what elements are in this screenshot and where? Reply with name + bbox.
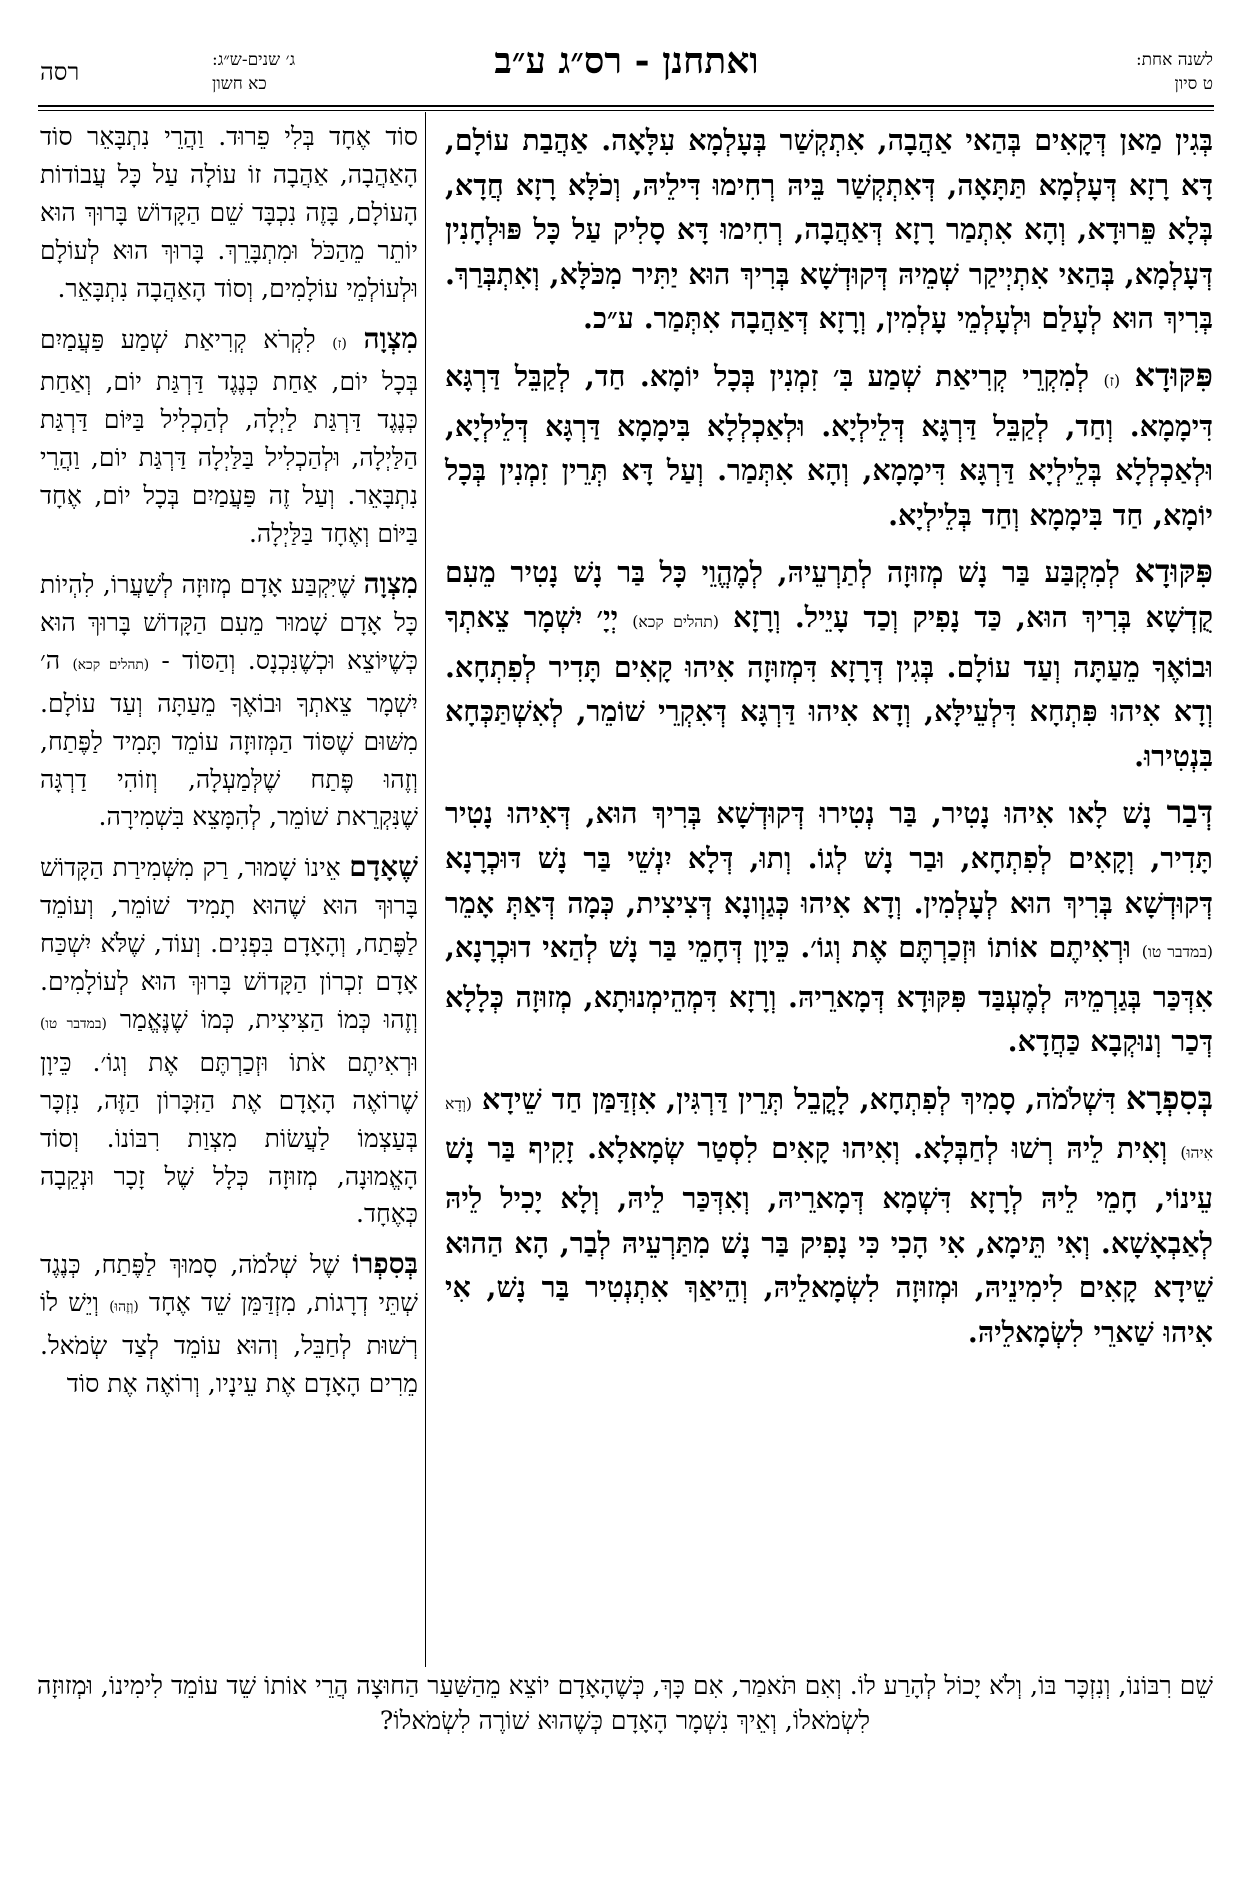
side-paragraph-2	[40, 320, 418, 553]
main-paragraph-2-note: (ז)	[1103, 370, 1121, 390]
main-paragraph-4-opener: דְּבַר	[1166, 793, 1213, 832]
main-paragraph-1-text: בְּגִין מַאן דְּקָאִים בְּהַאי אַהֲבָה, אִתְקְשַׁר בְּעָלְמָא עִלָּאָה. אַהֲבַת עוֹלָם, דָּא רָזָא דְּעָלְמָא תַּתָּאָה, דְּאִתְקְשַׁר בֵּיהּ רְחִימוּ דִּילֵיהּ, וְכֹלָּא רָזָא חֲדָא, בְּלָא פֵּרוּדָא, וְהָא אִתְמַר רָזָא דְּאַהֲבָה, רְחִימוּ דָּא סָלִיק עַל כָּל פּוּלְחָנִין דְּעָלְמָא, בְּהַאי אִתְיְיקַר שְׁמֵיהּ דְּקוּדְשָׁא בְּרִיךְ הוּא יַתִּיר מִכֹּלָּא, וְאִתְבְּרַךְ. בְּרִיךְ הוּא לְעָלַם וּלְעָלְמֵי עָלְמִין, וְרָזָא דְּאַהֲבָה אִתְּמַר. ע״כ.	[445, 123, 1213, 336]
side-paragraph-4-text-b: וּרְאִיתֶם אֹתוֹ וּזְכַרְתֶּם אֶת וְגוֹ׳. כֵּיוָן שֶׁרוֹאֶה הָאָדָם אֶת הַזִּכָּרוֹן הַזֶּה, נִזְכָּר בְּעַצְמוֹ לַעֲשׂוֹת מִצְוַת רִבּוֹנוֹ. וְסוֹד הָאֱמוּנָה, מְזוּזָה כְּלָל שֶׁל זָכָר וּנְקֵבָה כְּאֶחָד.	[40, 1047, 418, 1229]
column-divider	[425, 112, 426, 1667]
main-paragraph-3-note: (תהלים קכא)	[632, 611, 719, 631]
main-text-column	[445, 118, 1213, 1366]
side-paragraph-3-text-b: ה׳ יִשְׁמָר צֵאתְךָ וּבוֹאֶךָ מֵעַתָּה וְעַד עוֹלָם. מִשּׁוּם שֶׁסּוֹד הַמְּזוּזָה עוֹמֵד תָּמִיד לַפֶּתַח, וְזֶהוּ פֶּתַח שֶׁלְּמַעְלָה, וְזוֹהִי דַרְגָּה שֶׁנִּקְרֵאת שׁוֹמֵר, לְהִמָּצֵא בִּשְׁמִירָה.	[40, 645, 418, 832]
page-title: ואתחנן - רס״ג ע״ב	[494, 40, 759, 82]
main-paragraph-5	[445, 1076, 1213, 1355]
main-paragraph-1	[445, 118, 1213, 341]
main-paragraph-4-note: (במדבר טו)	[1141, 942, 1213, 962]
side-paragraph-3-note: (תהלים קכא)	[72, 656, 150, 673]
main-paragraph-2-text: לְמִקְרֵי קְרִיאַת שְׁמַע בִּ׳ זִמְנִין בְּכָל יוֹמָא. חַד, לְקַבֵּל דַּרְגָּא דִּימָמָא. וְחַד, לְקַבֵּל דַּרְגָּא דְּלֵילְיָא. וּלְאַכְלְלָא בִּימָמָא דַּרְגָּא דְּלֵילְיָא, וּלְאַכְלְלָא בְּלֵילְיָא דַּרְגָּא דִּימָמָא, וְהָא אִתְּמַר. וְעַל דָּא תְּרֵין זִמְנִין בְּכָל יוֹמָא, חַד בִּימָמָא וְחַד בְּלֵילְיָא.	[445, 358, 1213, 532]
translation-column	[40, 118, 418, 1415]
main-paragraph-5-note: (וְדָא אִיהוּ)	[445, 1093, 1213, 1163]
main-paragraph-3	[445, 549, 1213, 778]
bottom-continuation-text: שֵׁם רִבּוֹנוֹ, וְנִזְכָּר בּוֹ, וְלֹא יָכוֹל לְהָרַע לוֹ. וְאִם תֹּאמַר, אִם כָּךְ, כְּשֶׁהָאָדָם יוֹצֵא מֵהַשַּׁעַר הַחוּצָה הֲרֵי אוֹתוֹ שֵׁד עוֹמֵד לִימִינוֹ, וּמְזוּזָה לִשְׂמֹאלוֹ, וְאֵיךְ נִשְׁמָר הָאָדָם כְּשֶׁהוּא שׁוֹרֶה לִשְׂמֹאלוֹ?	[37, 1671, 1213, 1735]
header-schedule-three-years	[212, 48, 295, 96]
side-paragraph-4-opener: שֶׁאָדָם	[349, 850, 418, 884]
side-paragraph-3-opener: מִצְוָה	[363, 566, 418, 600]
side-paragraph-5-note: (וְזֶהוּ)	[109, 1299, 139, 1316]
side-paragraph-1-text: סוֹד אֶחָד בְּלִי פֵרוּד. וַהֲרֵי נִתְבָּאֵר סוֹד הָאַהֲבָה, אַהֲבָה זוֹ עוֹלָה עַל כָּל עֲבוֹדוֹת הָעוֹלָם, בָּזֶה נִכְבָּד שֵׁם הַקָּדוֹשׁ בָּרוּךְ הוּא יוֹתֵר מֵהַכֹּל וּמִתְבָּרֵךְ. בָּרוּךְ הוּא לְעוֹלָם וּלְעוֹלְמֵי עוֹלָמִים, וְסוֹד הָאַהֲבָה נִתְבָּאֵר.	[40, 122, 418, 303]
header-divider	[38, 105, 1214, 107]
header-schedule-three-years-date: כא חשון	[212, 74, 267, 94]
main-paragraph-2	[445, 353, 1213, 537]
header-schedule-three-years-label: ג׳ שנים-ש״ג:	[212, 50, 296, 70]
side-paragraph-5	[40, 1245, 418, 1403]
page-number: רסה	[40, 58, 80, 86]
side-paragraph-2-note: (ז)	[332, 335, 347, 352]
main-paragraph-3-opener: פִּקּוּדָא	[1134, 552, 1213, 591]
side-paragraph-5-text-a: שֶׁל שְׁלֹמֹה, סָמוּךְ לַפֶּתַח, כְּנֶגֶד שְׁתֵּי דְרָגוֹת, מִזְדַּמֵּן שֵׁד אֶחָד	[40, 1250, 418, 1318]
main-paragraph-3-text-a: לְמִקְבַּע בַּר נָשׁ מְזוּזָה לְתַרְעֵיהּ, לְמֶהֱוֵי כָּל בַּר נָשׁ נָטִיר מֵעִם קֻדְשָׁא בְּרִיךְ הוּא, כַּד נָפִיק וְכַד עָיֵיל. וְרָזָא	[445, 555, 1213, 634]
side-paragraph-5-opener: בְּסִפְרוֹ	[352, 1247, 418, 1281]
side-paragraph-3	[40, 565, 418, 836]
side-paragraph-2-text: לִקְרֹא קְרִיאַת שְׁמַע פַּעֲמַיִם בְּכָל יוֹם, אַחַת כְּנֶגֶד דַּרְגַּת יוֹם, וְאַחַת כְּנֶגֶד דַּרְגַּת לַיְלָה, לְהַכְלִיל בַּיּוֹם דַּרְגַּת הַלַּיְלָה, וּלְהַכְלִיל בַּלַּיְלָה דַּרְגַּת יוֹם, וַהֲרֵי נִתְבָּאֵר. וְעַל זֶה פַּעֲמַיִם בְּכָל יוֹם, אֶחָד בַּיּוֹם וְאֶחָד בַּלַּיְלָה.	[40, 324, 418, 549]
header-schedule-one-year-date: ט סיון	[1174, 74, 1213, 94]
side-paragraph-2-opener: מִצְוָה	[363, 321, 418, 355]
side-paragraph-1	[40, 118, 418, 308]
main-paragraph-4-text-a: נָשׁ לָאו אִיהוּ נָטִיר, בַּר נְטִירוּ דְּקוּדְשָׁא בְּרִיךְ הוּא, דְּאִיהוּ נָטִיר תָּדִיר, וְקָאִים לְפִתְחָא, וּבַר נָשׁ לְגוֹ. וְתוּ, דְּלָא יִנְשֵׁי בַּר נָשׁ דּוּכְרָנָא דְּקוּדְשָׁא בְּרִיךְ הוּא לְעָלְמִין. וְדָא אִיהוּ כְּגַוְונָא דְּצִיצִית, כְּמָה דְּאַתְּ אָמֵר	[445, 796, 1213, 920]
side-paragraph-4-note: (במדבר טו)	[40, 1015, 107, 1032]
main-paragraph-3-text-b: יְיָ׳ יִשְׁמָר צֵאתְךָ וּבוֹאֶךָ מֵעַתָּה וְעַד עוֹלָם. בְּגִין דְּרָזָא דִּמְזוּזָה אִיהוּ קָאִים תָּדִיר לְפִתְחָא. וְדָא אִיהוּ פִּתְחָא דִּלְעֵילָּא, וְדָא אִיהוּ דַּרְגָּא דְּאִקְרֵי שׁוֹמֵר, לְאִשְׁתַּכְּחָא בִּנְטִירוּ.	[445, 599, 1213, 773]
header-divider-thin	[38, 110, 1214, 111]
side-paragraph-4	[40, 848, 418, 1233]
main-paragraph-5-opener: בְּסִפְרָא	[1125, 1078, 1213, 1117]
main-paragraph-5-text-a: דִּשְׁלֹמֹה, סָמִיךְ לְפִתְחָא, לָקֳבֵל תְּרֵין דַּרְגִּין, אִזְדַּמַּן חַד שֵׁידָא	[482, 1081, 1116, 1116]
side-paragraph-5-text-b: וְיֵשׁ לוֹ רְשׁוּת לְחַבֵּל, וְהוּא עוֹמֵד לְצַד שְׂמֹאל. מֵרִים הָאָדָם אֶת עֵינָיו, וְרוֹאֶה אֶת סוֹד	[40, 1288, 418, 1399]
side-paragraph-4-text-a: אֵינוֹ שָׁמוּר, רַק מִשְּׁמִירַת הַקָּדוֹשׁ בָּרוּךְ הוּא שֶׁהוּא תָמִיד שׁוֹמֵר, וְעוֹמֵד לַפֶּתַח, וְהָאָדָם בִּפְנִים. וְעוֹד, שֶׁלֹּא יִשְׁכַּח אָדָם זִכְרוֹן הַקָּדוֹשׁ בָּרוּךְ הוּא לְעוֹלָמִים. וְזֶהוּ כְּמוֹ הַצִּיצִית, כְּמוֹ שֶׁנֶּאֱמַר	[40, 853, 418, 1034]
main-paragraph-5-text-b: וְאִית לֵיהּ רְשׁוּ לְחַבְּלָא. וְאִיהוּ קָאִים לִסְטַר שְׂמָאלָא. זָקִיף בַּר נָשׁ עֵינוֹי, חָמֵי לֵיהּ לְרָזָא דִּשְׁמָא דְּמָארֵיהּ, וְאִדְּכַּר לֵיהּ, וְלָא יָכִיל לֵיהּ לְאַבְאָשָׁא. וְאִי תֵּימָא, אִי הָכִי כִּי נָפִיק בַּר נָשׁ מִתַּרְעֵיהּ לְבַר, הָא הַהוּא שֵׁידָא קָאִים לִימִינֵיהּ, וּמְזוּזָה לִשְׂמָאלֵיהּ, וְהֵיאַךְ אִתְנְטִיר בַּר נָשׁ, אִי אִיהוּ שַׁארֵי לִשְׂמָאלֵיהּ.	[445, 1131, 1213, 1349]
main-paragraph-4-text-b: וּרְאִיתֶם אוֹתוֹ וּזְכַרְתֶּם אֶת וְגוֹ׳. כֵּיוָן דְּחָמֵי בַּר נָשׁ לְהַאי דוּכְרָנָא, אִדְּכַּר בְּגַרְמֵיהּ לְמֶעְבַּד פִּקּוּדָא דְּמָארֵיהּ. וְרָזָא דִּמְהֵימְנוּתָא, מְזוּזָה כְּלָלָא דְּכַר וְנוּקְבָא כַּחֲדָא.	[445, 930, 1213, 1059]
header-schedule-one-year-label: לשנה אחת:	[1135, 50, 1213, 70]
main-paragraph-4	[445, 790, 1213, 1064]
side-paragraph-3-text-a: שֶׁיִּקְבַּע אָדָם מְזוּזָה לְשַׁעֲרוֹ, לִהְיוֹת כָּל אָדָם שָׁמוּר מֵעִם הַקָּדוֹשׁ בָּרוּךְ הוּא כְּשֶׁיּוֹצֵא וּכְשֶׁנִּכְנָס. וְהַסּוֹד -	[40, 569, 419, 675]
main-paragraph-2-opener: פִּקּוּדָא	[1134, 355, 1213, 394]
